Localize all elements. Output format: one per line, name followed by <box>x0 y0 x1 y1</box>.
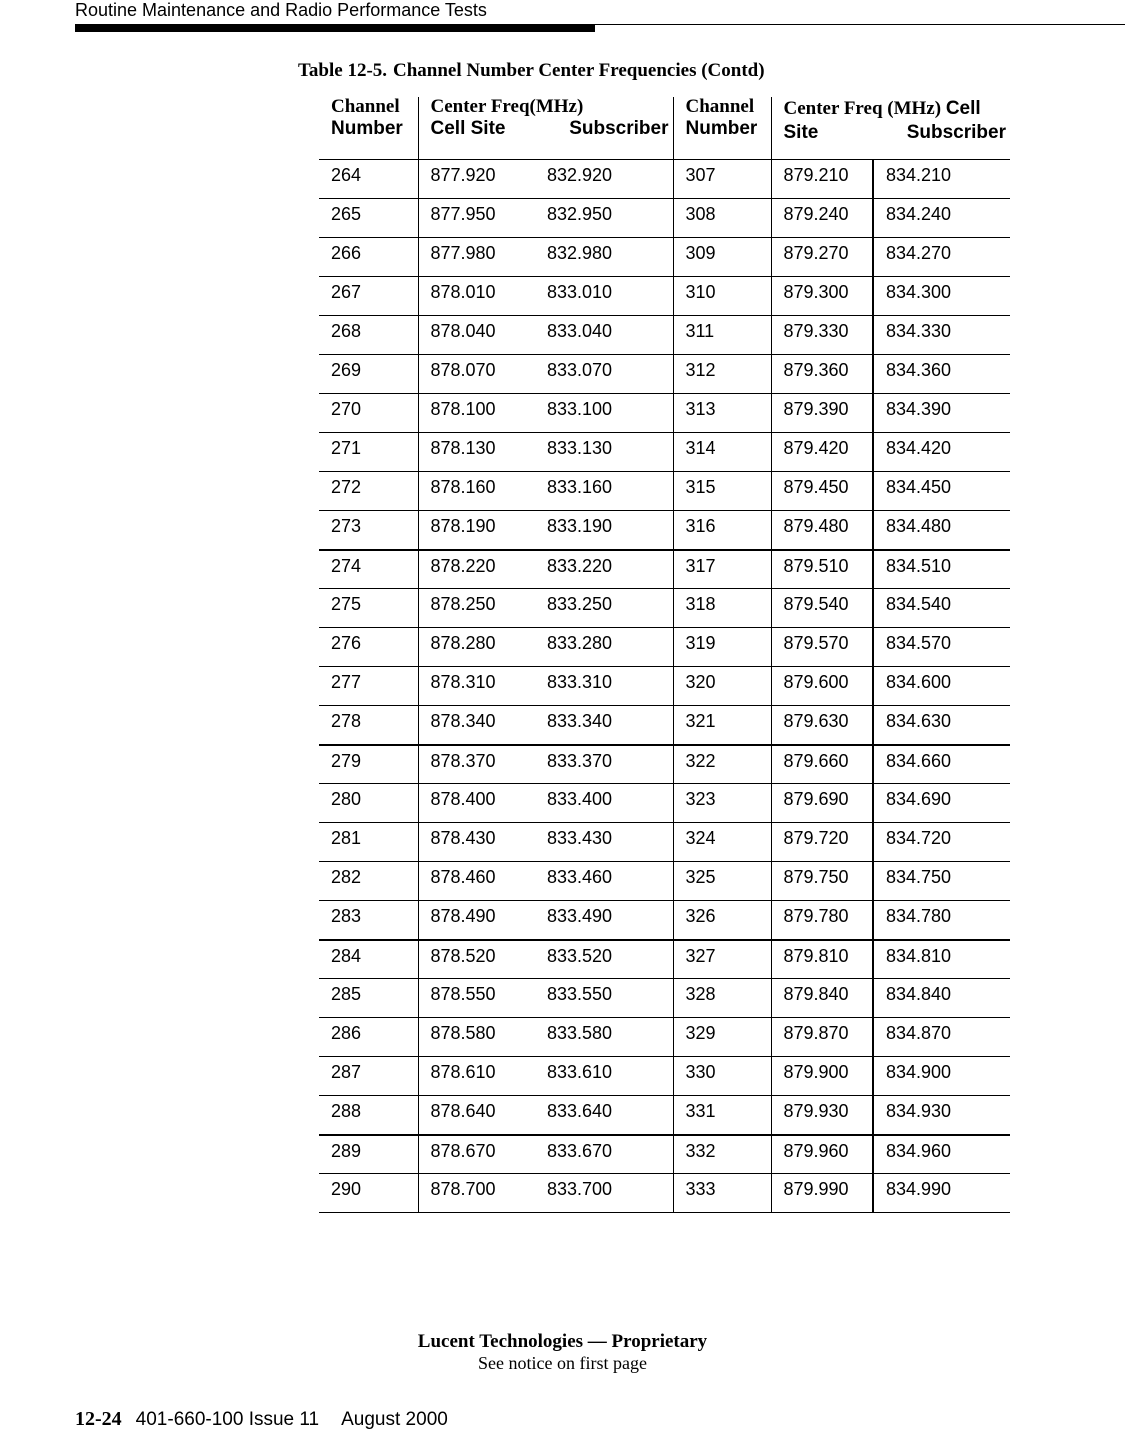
subscriber-freq-right: 834.900 <box>873 1057 1010 1096</box>
table-row <box>319 511 1010 550</box>
cell-site-freq-right: 879.420 <box>771 433 873 472</box>
table-row <box>319 160 1010 199</box>
channel-number-left: 270 <box>319 394 418 433</box>
cell-site-freq-right: 879.870 <box>771 1018 873 1057</box>
channel-number-right: 325 <box>673 862 771 901</box>
running-head-title: Routine Maintenance and Radio Performance Tests <box>75 0 487 20</box>
subscriber-freq-left: 833.610 <box>535 1057 673 1096</box>
channel-number-left: 284 <box>319 940 418 979</box>
table-row <box>319 940 1010 979</box>
subscriber-freq-right: 834.840 <box>873 979 1010 1018</box>
channel-number-right: 322 <box>673 745 771 784</box>
table-row <box>319 394 1010 433</box>
subscriber-freq-left: 833.280 <box>535 628 673 667</box>
subscriber-freq-right: 834.960 <box>873 1135 1010 1174</box>
table-row <box>319 1018 1010 1057</box>
channel-number-left: 288 <box>319 1096 418 1135</box>
subscriber-freq-right: 834.870 <box>873 1018 1010 1057</box>
footer-company: Lucent Technologies — Proprietary <box>417 1331 708 1352</box>
subscriber-freq-left: 833.400 <box>535 784 673 823</box>
subscriber-freq-right: 834.450 <box>873 472 1010 511</box>
cell-site-freq-right: 879.480 <box>771 511 873 550</box>
channel-number-right: 324 <box>673 823 771 862</box>
subscriber-freq-left: 832.980 <box>535 238 673 277</box>
channel-number-left: 282 <box>319 862 418 901</box>
header-right-site: Site <box>783 122 819 143</box>
channel-number-left: 274 <box>319 550 418 589</box>
cell-site-freq-left: 878.070 <box>418 355 535 394</box>
channel-number-right: 332 <box>673 1135 771 1174</box>
table-row <box>319 316 1010 355</box>
channel-number-left: 281 <box>319 823 418 862</box>
cell-site-freq-left: 878.400 <box>418 784 535 823</box>
header-right-subscriber: Subscriber <box>906 122 1006 143</box>
channel-number-left: 268 <box>319 316 418 355</box>
cell-site-freq-left: 878.550 <box>418 979 535 1018</box>
channel-number-right: 326 <box>673 901 771 940</box>
subscriber-freq-left: 833.160 <box>535 472 673 511</box>
channel-number-right: 315 <box>673 472 771 511</box>
channel-number-left: 269 <box>319 355 418 394</box>
cell-site-freq-left: 878.190 <box>418 511 535 550</box>
channel-number-left: 283 <box>319 901 418 940</box>
channel-number-right: 320 <box>673 667 771 706</box>
table-row <box>319 238 1010 277</box>
cell-site-freq-right: 879.840 <box>771 979 873 1018</box>
table-row <box>319 901 1010 940</box>
table-row <box>319 862 1010 901</box>
subscriber-freq-left: 833.220 <box>535 550 673 589</box>
cell-site-freq-right: 879.540 <box>771 589 873 628</box>
channel-number-left: 264 <box>319 160 418 199</box>
cell-site-freq-right: 879.900 <box>771 1057 873 1096</box>
cell-site-freq-right: 879.630 <box>771 706 873 745</box>
subscriber-freq-right: 834.660 <box>873 745 1010 784</box>
subscriber-freq-left: 833.670 <box>535 1135 673 1174</box>
cell-site-freq-right: 879.930 <box>771 1096 873 1135</box>
cell-site-freq-right: 879.810 <box>771 940 873 979</box>
channel-number-left: 278 <box>319 706 418 745</box>
channel-number-left: 273 <box>319 511 418 550</box>
header-right-channel-top: Channel <box>685 96 755 117</box>
cell-site-freq-right: 879.750 <box>771 862 873 901</box>
header-left-center-freq <box>418 97 673 160</box>
table-body <box>319 160 1010 1213</box>
channel-number-right: 319 <box>673 628 771 667</box>
channel-number-right: 327 <box>673 940 771 979</box>
cell-site-freq-left: 878.430 <box>418 823 535 862</box>
cell-site-freq-left: 878.040 <box>418 316 535 355</box>
cell-site-freq-left: 878.640 <box>418 1096 535 1135</box>
header-right-channel-bottom: Number <box>685 118 758 139</box>
subscriber-freq-left: 833.370 <box>535 745 673 784</box>
channel-number-right: 312 <box>673 355 771 394</box>
subscriber-freq-left: 833.430 <box>535 823 673 862</box>
cell-site-freq-left: 878.580 <box>418 1018 535 1057</box>
cell-site-freq-left: 878.460 <box>418 862 535 901</box>
subscriber-freq-right: 834.810 <box>873 940 1010 979</box>
subscriber-freq-right: 834.270 <box>873 238 1010 277</box>
table-row <box>319 745 1010 784</box>
channel-number-right: 311 <box>673 316 771 355</box>
subscriber-freq-right: 834.540 <box>873 589 1010 628</box>
cell-site-freq-left: 877.980 <box>418 238 535 277</box>
cell-site-freq-right: 879.360 <box>771 355 873 394</box>
table-row <box>319 1057 1010 1096</box>
channel-number-left: 272 <box>319 472 418 511</box>
cell-site-freq-left: 878.100 <box>418 394 535 433</box>
document-issue: 401-660-100 Issue 11 <box>135 1409 320 1430</box>
subscriber-freq-right: 834.690 <box>873 784 1010 823</box>
channel-number-left: 265 <box>319 199 418 238</box>
subscriber-freq-right: 834.240 <box>873 199 1010 238</box>
subscriber-freq-right: 834.480 <box>873 511 1010 550</box>
table-row <box>319 628 1010 667</box>
cell-site-freq-right: 879.330 <box>771 316 873 355</box>
cell-site-freq-left: 878.700 <box>418 1174 535 1213</box>
subscriber-freq-left: 833.190 <box>535 511 673 550</box>
subscriber-freq-left: 833.070 <box>535 355 673 394</box>
channel-number-left: 277 <box>319 667 418 706</box>
channel-number-right: 314 <box>673 433 771 472</box>
subscriber-freq-right: 834.780 <box>873 901 1010 940</box>
table-row <box>319 1135 1010 1174</box>
subscriber-freq-left: 833.250 <box>535 589 673 628</box>
channel-number-right: 328 <box>673 979 771 1018</box>
table-caption-number: Table 12-5. <box>298 60 388 81</box>
cell-site-freq-right: 879.510 <box>771 550 873 589</box>
cell-site-freq-right: 879.450 <box>771 472 873 511</box>
channel-number-left: 276 <box>319 628 418 667</box>
channel-number-right: 331 <box>673 1096 771 1135</box>
cell-site-freq-left: 878.490 <box>418 901 535 940</box>
table-row <box>319 550 1010 589</box>
subscriber-freq-left: 833.310 <box>535 667 673 706</box>
cell-site-freq-left: 878.220 <box>418 550 535 589</box>
table-row <box>319 1096 1010 1135</box>
cell-site-freq-left: 878.310 <box>418 667 535 706</box>
channel-number-left: 286 <box>319 1018 418 1057</box>
cell-site-freq-left: 878.520 <box>418 940 535 979</box>
subscriber-freq-right: 834.300 <box>873 277 1010 316</box>
subscriber-freq-left: 833.040 <box>535 316 673 355</box>
cell-site-freq-left: 878.130 <box>418 433 535 472</box>
cell-site-freq-left: 878.280 <box>418 628 535 667</box>
subscriber-freq-right: 834.360 <box>873 355 1010 394</box>
table-row <box>319 667 1010 706</box>
header-left-channel-number <box>319 97 418 160</box>
document-date: August 2000 <box>341 1409 448 1430</box>
cell-site-freq-left: 878.010 <box>418 277 535 316</box>
subscriber-freq-right: 834.210 <box>873 160 1010 199</box>
cell-site-freq-right: 879.960 <box>771 1135 873 1174</box>
header-left-subscriber: Subscriber <box>569 118 669 139</box>
channel-number-left: 267 <box>319 277 418 316</box>
table-row <box>319 979 1010 1018</box>
header-left-channel-bottom: Number <box>331 118 403 139</box>
header-left-freq-top: Center Freq(MHz) <box>430 96 584 117</box>
header-right-channel-number <box>673 97 771 160</box>
table-row <box>319 1174 1010 1213</box>
cell-site-freq-right: 879.570 <box>771 628 873 667</box>
page-footer <box>75 1408 448 1431</box>
cell-site-freq-right: 879.210 <box>771 160 873 199</box>
channel-number-right: 308 <box>673 199 771 238</box>
table-row <box>319 784 1010 823</box>
cell-site-freq-right: 879.990 <box>771 1174 873 1213</box>
channel-number-right: 316 <box>673 511 771 550</box>
subscriber-freq-left: 833.010 <box>535 277 673 316</box>
header-left-cell-site: Cell Site <box>430 118 506 139</box>
header-thick-rule <box>75 25 595 32</box>
channel-number-right: 318 <box>673 589 771 628</box>
table-row <box>319 277 1010 316</box>
subscriber-freq-left: 833.700 <box>535 1174 673 1213</box>
table-caption <box>298 60 765 82</box>
page-number: 12-24 <box>75 1408 122 1430</box>
channel-number-left: 279 <box>319 745 418 784</box>
channel-number-left: 289 <box>319 1135 418 1174</box>
subscriber-freq-right: 834.570 <box>873 628 1010 667</box>
subscriber-freq-left: 833.340 <box>535 706 673 745</box>
table-row <box>319 355 1010 394</box>
cell-site-freq-left: 878.370 <box>418 745 535 784</box>
table-caption-title: Channel Number Center Frequencies (Contd) <box>393 60 765 81</box>
table-row <box>319 199 1010 238</box>
channel-number-right: 330 <box>673 1057 771 1096</box>
channel-number-right: 333 <box>673 1174 771 1213</box>
channel-number-left: 290 <box>319 1174 418 1213</box>
table-row <box>319 706 1010 745</box>
subscriber-freq-left: 833.460 <box>535 862 673 901</box>
cell-site-freq-right: 879.390 <box>771 394 873 433</box>
subscriber-freq-left: 833.550 <box>535 979 673 1018</box>
channel-number-right: 313 <box>673 394 771 433</box>
channel-number-right: 310 <box>673 277 771 316</box>
cell-site-freq-right: 879.600 <box>771 667 873 706</box>
subscriber-freq-left: 832.950 <box>535 199 673 238</box>
subscriber-freq-right: 834.330 <box>873 316 1010 355</box>
cell-site-freq-left: 878.250 <box>418 589 535 628</box>
subscriber-freq-left: 833.100 <box>535 394 673 433</box>
header-right-freq-top: Center Freq (MHz) <box>783 98 942 119</box>
cell-site-freq-left: 878.340 <box>418 706 535 745</box>
subscriber-freq-right: 834.990 <box>873 1174 1010 1213</box>
cell-site-freq-left: 877.920 <box>418 160 535 199</box>
subscriber-freq-left: 833.490 <box>535 901 673 940</box>
subscriber-freq-right: 834.600 <box>873 667 1010 706</box>
subscriber-freq-right: 834.390 <box>873 394 1010 433</box>
cell-site-freq-right: 879.270 <box>771 238 873 277</box>
channel-number-left: 280 <box>319 784 418 823</box>
cell-site-freq-right: 879.780 <box>771 901 873 940</box>
table-row <box>319 433 1010 472</box>
subscriber-freq-left: 833.130 <box>535 433 673 472</box>
cell-site-freq-right: 879.660 <box>771 745 873 784</box>
channel-number-left: 287 <box>319 1057 418 1096</box>
subscriber-freq-left: 833.640 <box>535 1096 673 1135</box>
channel-number-left: 275 <box>319 589 418 628</box>
cell-site-freq-right: 879.720 <box>771 823 873 862</box>
subscriber-freq-right: 834.750 <box>873 862 1010 901</box>
cell-site-freq-left: 878.610 <box>418 1057 535 1096</box>
channel-number-right: 309 <box>673 238 771 277</box>
cell-site-freq-left: 878.670 <box>418 1135 535 1174</box>
table-row <box>319 589 1010 628</box>
cell-site-freq-right: 879.690 <box>771 784 873 823</box>
header-right-center-freq <box>771 97 1010 160</box>
cell-site-freq-left: 878.160 <box>418 472 535 511</box>
channel-number-right: 307 <box>673 160 771 199</box>
table-row <box>319 823 1010 862</box>
cell-site-freq-left: 877.950 <box>418 199 535 238</box>
subscriber-freq-right: 834.510 <box>873 550 1010 589</box>
subscriber-freq-right: 834.630 <box>873 706 1010 745</box>
channel-number-left: 266 <box>319 238 418 277</box>
cell-site-freq-right: 879.240 <box>771 199 873 238</box>
channel-frequency-table <box>319 97 1010 1213</box>
header-right-cell-word: Cell <box>945 98 981 119</box>
channel-number-right: 329 <box>673 1018 771 1057</box>
subscriber-freq-left: 833.580 <box>535 1018 673 1057</box>
subscriber-freq-left: 832.920 <box>535 160 673 199</box>
cell-site-freq-right: 879.300 <box>771 277 873 316</box>
footer-notice: See notice on first page <box>478 1353 647 1373</box>
subscriber-freq-right: 834.720 <box>873 823 1010 862</box>
subscriber-freq-right: 834.420 <box>873 433 1010 472</box>
subscriber-freq-left: 833.520 <box>535 940 673 979</box>
table-header-row <box>319 97 1010 160</box>
channel-number-right: 321 <box>673 706 771 745</box>
table-row <box>319 472 1010 511</box>
channel-number-right: 323 <box>673 784 771 823</box>
channel-number-left: 271 <box>319 433 418 472</box>
subscriber-freq-right: 834.930 <box>873 1096 1010 1135</box>
channel-number-left: 285 <box>319 979 418 1018</box>
channel-number-right: 317 <box>673 550 771 589</box>
header-left-channel-top: Channel <box>331 96 400 117</box>
